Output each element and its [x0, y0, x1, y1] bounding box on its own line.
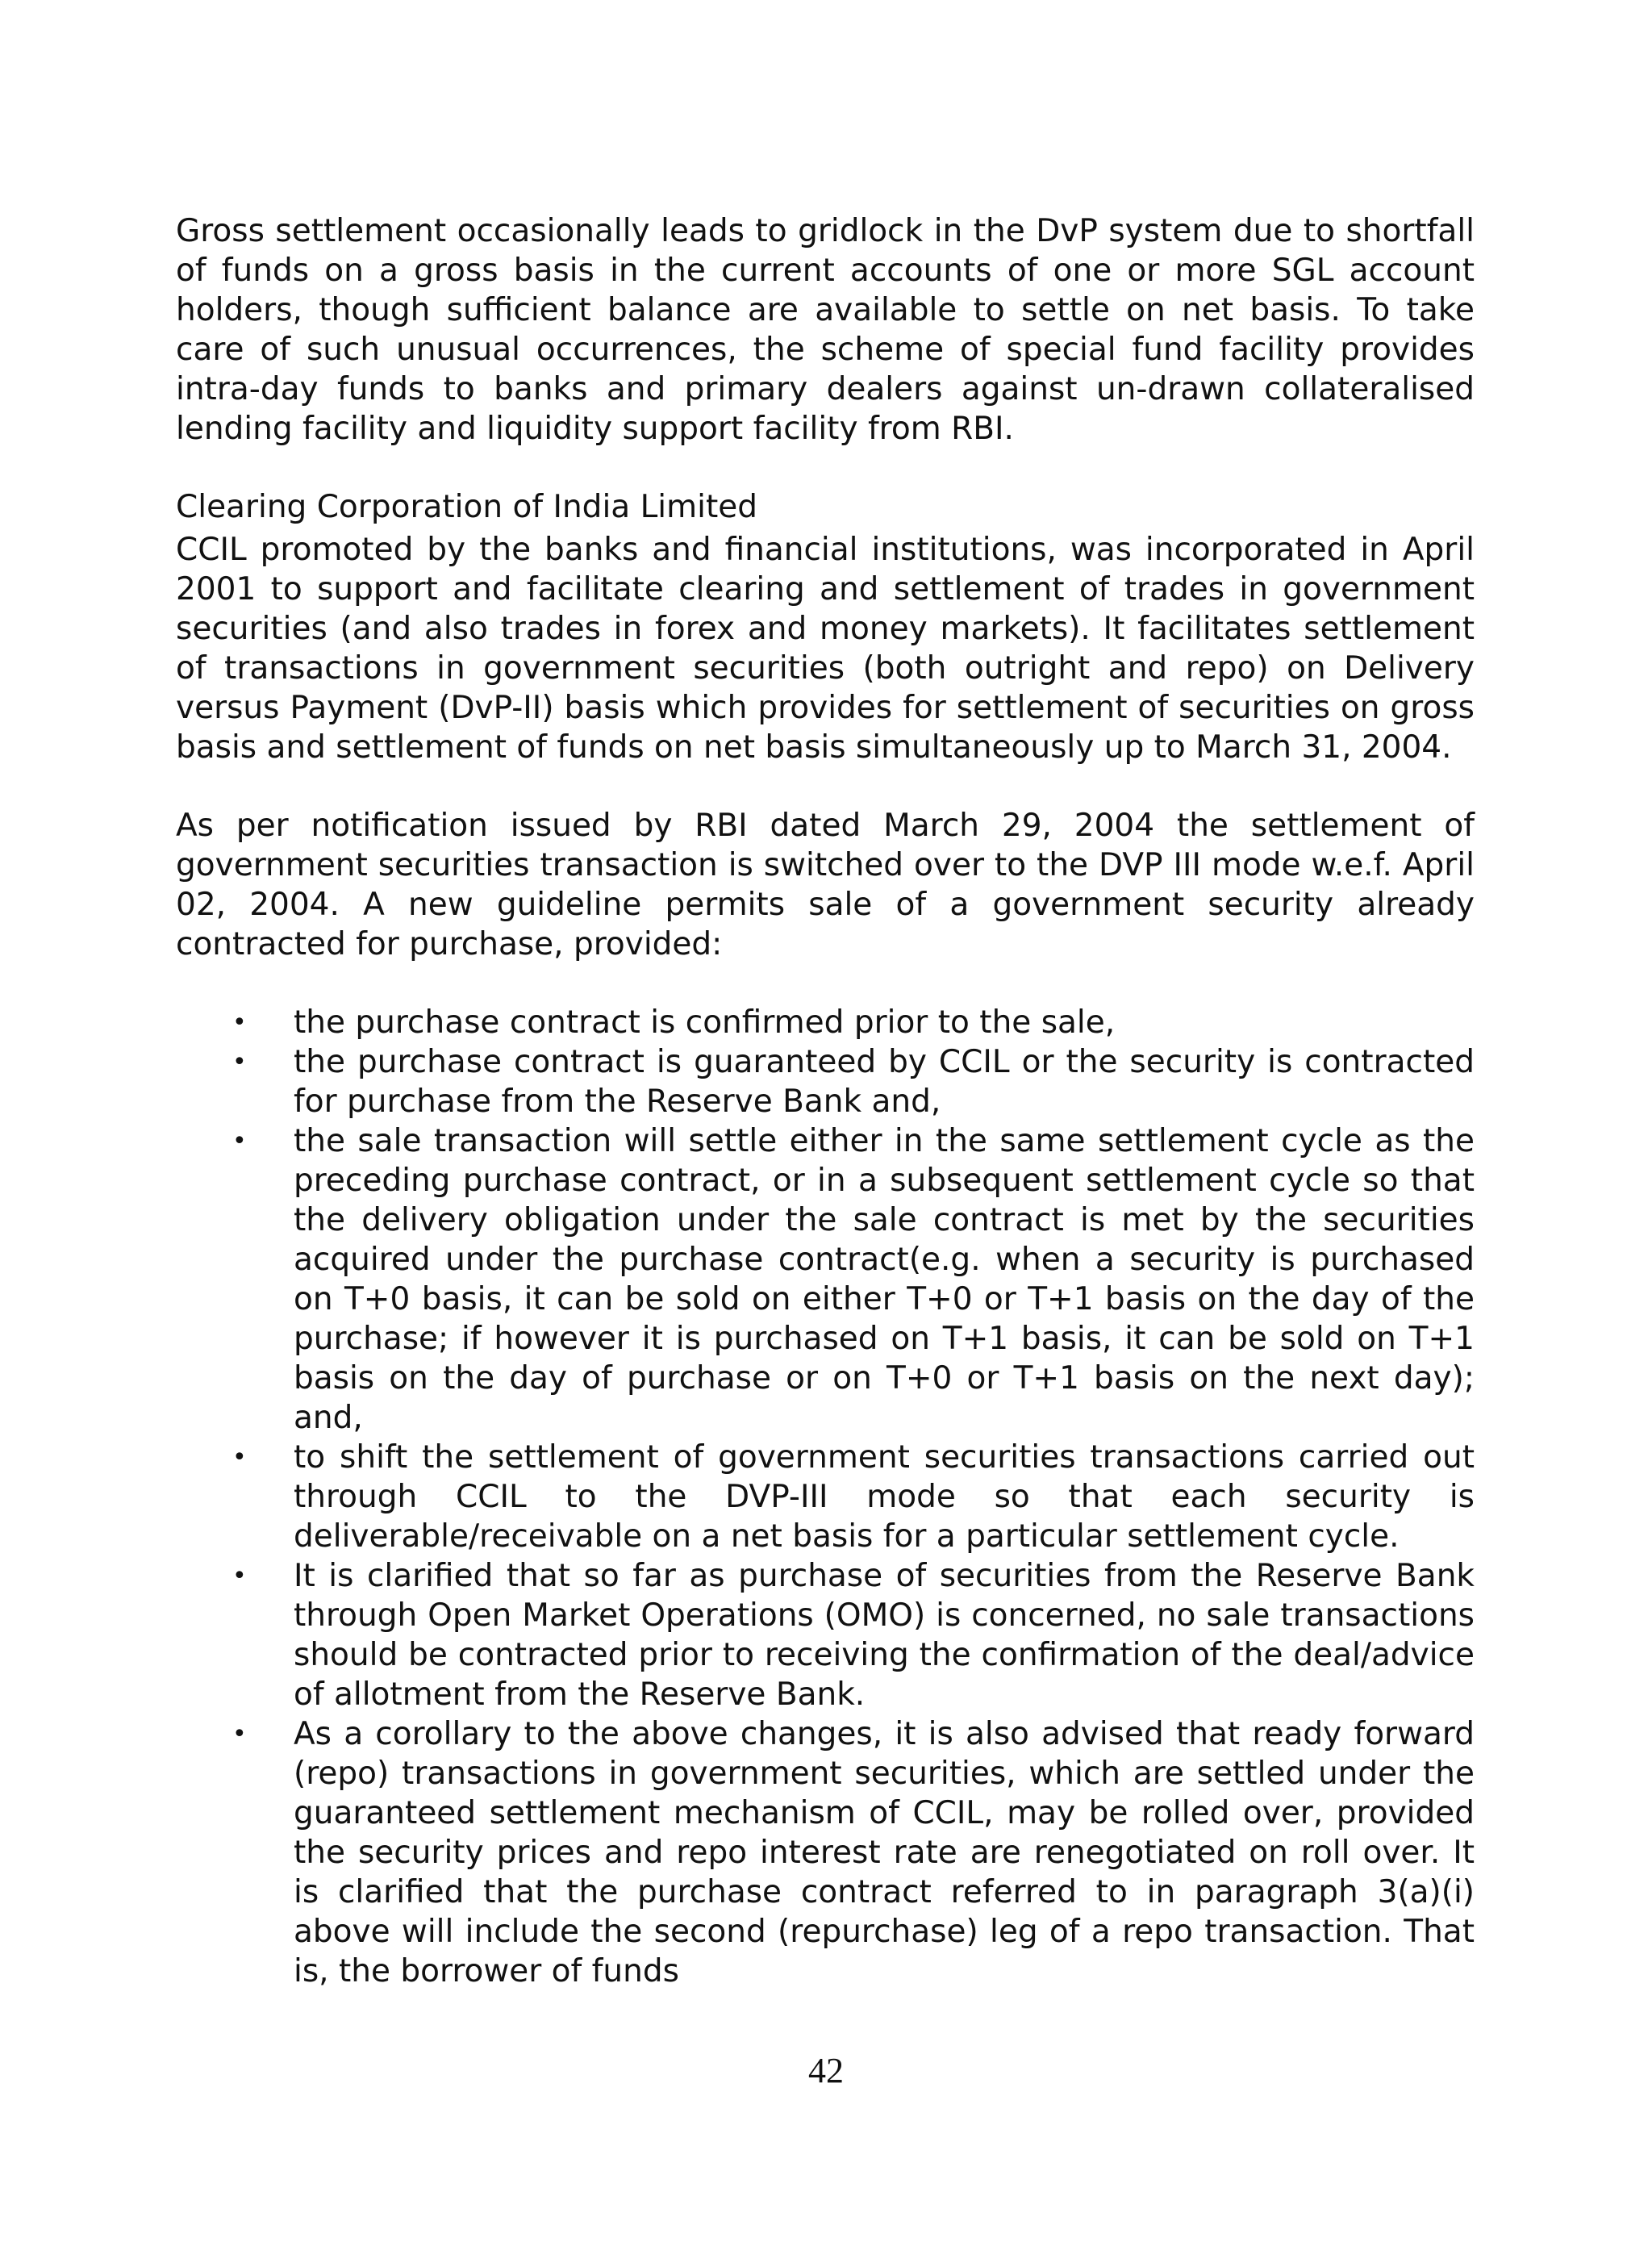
list-item-text: to shift the settlement of government securities transactions carried out through CCIL to the DVP-III mode so that each security is deliverable/receivable on a net basis for a particular settlement cycle.	[294, 1439, 1475, 1555]
guideline-bullet-list	[176, 1003, 1475, 1991]
paragraph-ccil: CCIL promoted by the banks and financial institutions, was incorporated in April 2001 to support and facilitate clearing and settlement of trades in government securities (and also trades in forex and money markets). It facilitates settlement of transactions in government securities (both outright and repo) on Delivery versus Payment (DvP-II) basis which provides for settlement of securities on gross basis and settlement of funds on net basis simultaneously up to March 31, 2004.	[176, 532, 1475, 766]
list-item-text: As a corollary to the above changes, it is also advised that ready forward (repo) transactions in government securities, which are settled under the guaranteed settlement mechanism of CCIL, may be rolled over, provided the security prices and repo interest rate are renegotiated on roll over. It is clarified that the purchase contract referred to in paragraph 3(a)(i) above will include the second (repurchase) leg of a repo transaction. That is, the borrower of funds	[294, 1716, 1475, 1989]
list-item	[176, 1003, 1475, 1042]
list-item-text: the purchase contract is confirmed prior to the sale,	[294, 1004, 1116, 1041]
list-item	[176, 1556, 1475, 1714]
paragraph-gross-settlement: Gross settlement occasionally leads to gridlock in the DvP system due to shortfall of funds on a gross basis in the current accounts of one or more SGL account holders, though sufficient balance are available to settle on net basis. To take care of such unusual occurrences, the scheme of special fund facility provides intra-day funds to banks and primary dealers against un-drawn collateralised lending facility and liquidity support facility from RBI.	[176, 213, 1475, 447]
bullet-icon: •	[232, 1048, 247, 1076]
list-item	[176, 1714, 1475, 1991]
paragraph-notification: As per notification issued by RBI dated March 29, 2004 the settlement of government securities transaction is switched over to the DVP III mode w.e.f. April 02, 2004. A new guideline permits sale of a government security already contracted for purchase, provided:	[176, 808, 1475, 962]
list-item	[176, 1438, 1475, 1556]
bullet-icon: •	[232, 1443, 247, 1472]
bullet-icon: •	[232, 1127, 247, 1155]
section-heading-ccil: Clearing Corporation of India Limited	[176, 489, 758, 525]
list-item-text: the purchase contract is guaranteed by CCIL or the security is contracted for purchase from the Reserve Bank and,	[294, 1044, 1475, 1120]
document-body	[176, 211, 1475, 1991]
bullet-icon: •	[232, 1008, 247, 1037]
list-item	[176, 1121, 1475, 1438]
list-item-text: the sale transaction will settle either in the same settlement cycle as the preceding purchase contract, or in a subsequent settlement cycle so that the delivery obligation under the sale contract is met by the securities acquired under the purchase contract(e.g. when a security is purchased on T+0 basis, it can be sold on either T+0 or T+1 basis on the day of the purchase; if however it is purchased on T+1 basis, it can be sold on T+1 basis on the day of purchase or on T+0 or T+1 basis on the next day); and,	[294, 1123, 1475, 1436]
list-item	[176, 1042, 1475, 1121]
list-item-text: It is clarified that so far as purchase of securities from the Reserve Bank through Open Market Operations (OMO) is concerned, no sale transactions should be contracted prior to receiving the confirmation of the deal/advice of allotment from the Reserve Bank.	[294, 1558, 1475, 1713]
bullet-icon: •	[232, 1562, 247, 1590]
page-number: 42	[808, 2051, 844, 2090]
bullet-icon: •	[232, 1720, 247, 1748]
